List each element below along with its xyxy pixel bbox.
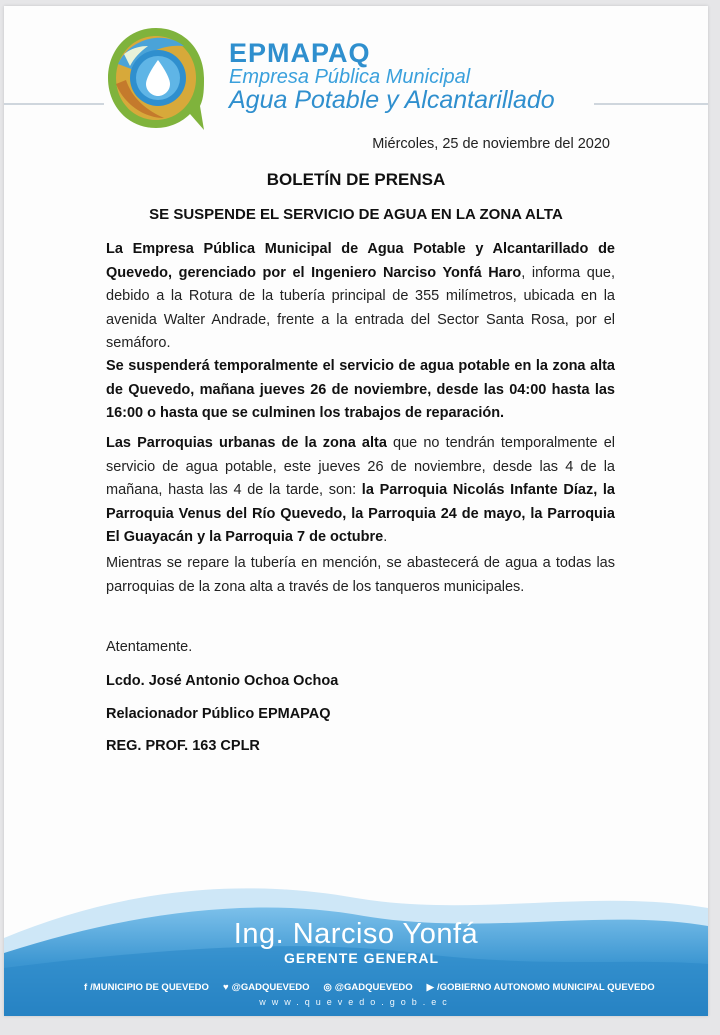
- header-rule-right: [594, 103, 708, 105]
- paragraph-3-end: .: [383, 529, 388, 545]
- brand-block: [229, 39, 555, 113]
- twitter-icon: ♥: [222, 982, 229, 993]
- paragraph-1: [106, 238, 615, 356]
- paragraph-1-bold: La Empresa Pública Municipal de Agua Potable y Alcantarillado de Quevedo, gerenciado por el Ingeniero Narciso Yonfá Haro: [106, 241, 615, 281]
- instagram-icon: ◎: [323, 982, 332, 993]
- social-youtube: [427, 982, 655, 993]
- paragraph-2: [106, 355, 615, 426]
- signer-name: Lcdo. José Antonio Ochoa Ochoa: [106, 673, 339, 689]
- footer-name: Ing. Narciso Yonfá: [233, 918, 479, 950]
- social-facebook: [84, 982, 209, 993]
- social-facebook-label: /MUNICIPIO DE QUEVEDO: [90, 982, 209, 993]
- social-instagram-label: @GADQUEVEDO: [334, 982, 413, 993]
- paragraph-3-bold-2: la Parroquia Nicolás Infante Díaz, la Parroquia Venus del Río Quevedo, la Parroquia 24 de mayo, la Parroquia El Guayacán y la Parroquia 7 de octubre: [106, 482, 615, 545]
- signer-reg: REG. PROF. 163 CPLR: [106, 738, 260, 754]
- paragraph-3: [106, 432, 615, 550]
- brand-line2: Agua Potable y Alcantarillado: [229, 86, 555, 114]
- paragraph-2-bold: Se suspenderá temporalmente el servicio de agua potable en la zona alta de Quevedo, mañana jueves 26 de noviembre, desde las 04:00 hasta las 16:00 o hasta que se culminen los trabajos de reparación.: [106, 358, 615, 421]
- document-title: BOLETÍN DE PRENSA: [266, 170, 446, 189]
- footer-social-links: [84, 982, 655, 993]
- document-date: Miércoles, 25 de noviembre del 2020: [372, 136, 610, 152]
- document-page: [4, 6, 708, 1016]
- document-subtitle: SE SUSPENDE EL SERVICIO DE AGUA EN LA ZONA ALTA: [149, 206, 563, 223]
- footer-role: GERENTE GENERAL: [284, 950, 440, 966]
- footer-website: www.quevedo.gob.ec: [259, 997, 453, 1007]
- header-rule-left: [4, 103, 104, 105]
- social-youtube-label: /GOBIERNO AUTONOMO MUNICIPAL QUEVEDO: [436, 982, 655, 993]
- paragraph-3-bold-1: Las Parroquias urbanas de la zona alta: [106, 435, 387, 451]
- facebook-icon: f: [84, 982, 88, 993]
- paragraph-1-rest: , informa que, debido a la Rotura de la tubería principal de 355 milímetros, ubicada en la avenida Walter Andrade, frente a la entrada del Sector Santa Rosa, por el semáforo.: [106, 264, 615, 351]
- paragraph-3-mid: que no tendrán temporalmente el servicio de agua potable, este jueves 26 de noviembre, desde las 4 de la mañana, hasta las 4 de la tarde, son:: [106, 435, 615, 498]
- social-twitter-label: @GADQUEVEDO: [231, 982, 310, 993]
- brand-name: EPMAPAQ: [229, 38, 371, 68]
- signer-role: Relacionador Público EPMAPAQ: [106, 706, 331, 722]
- paragraph-4: Mientras se repare la tubería en mención, se abastecerá de agua a todas las parroquias de la zona alta a través de los tanqueros municipales.: [106, 555, 615, 595]
- social-instagram: [323, 982, 412, 993]
- youtube-icon: ▶: [426, 982, 434, 993]
- social-twitter: [223, 982, 310, 993]
- closing: Atentamente.: [106, 639, 193, 655]
- epmapaq-logo-icon: [104, 24, 208, 134]
- brand-line1: Empresa Pública Municipal: [229, 66, 471, 88]
